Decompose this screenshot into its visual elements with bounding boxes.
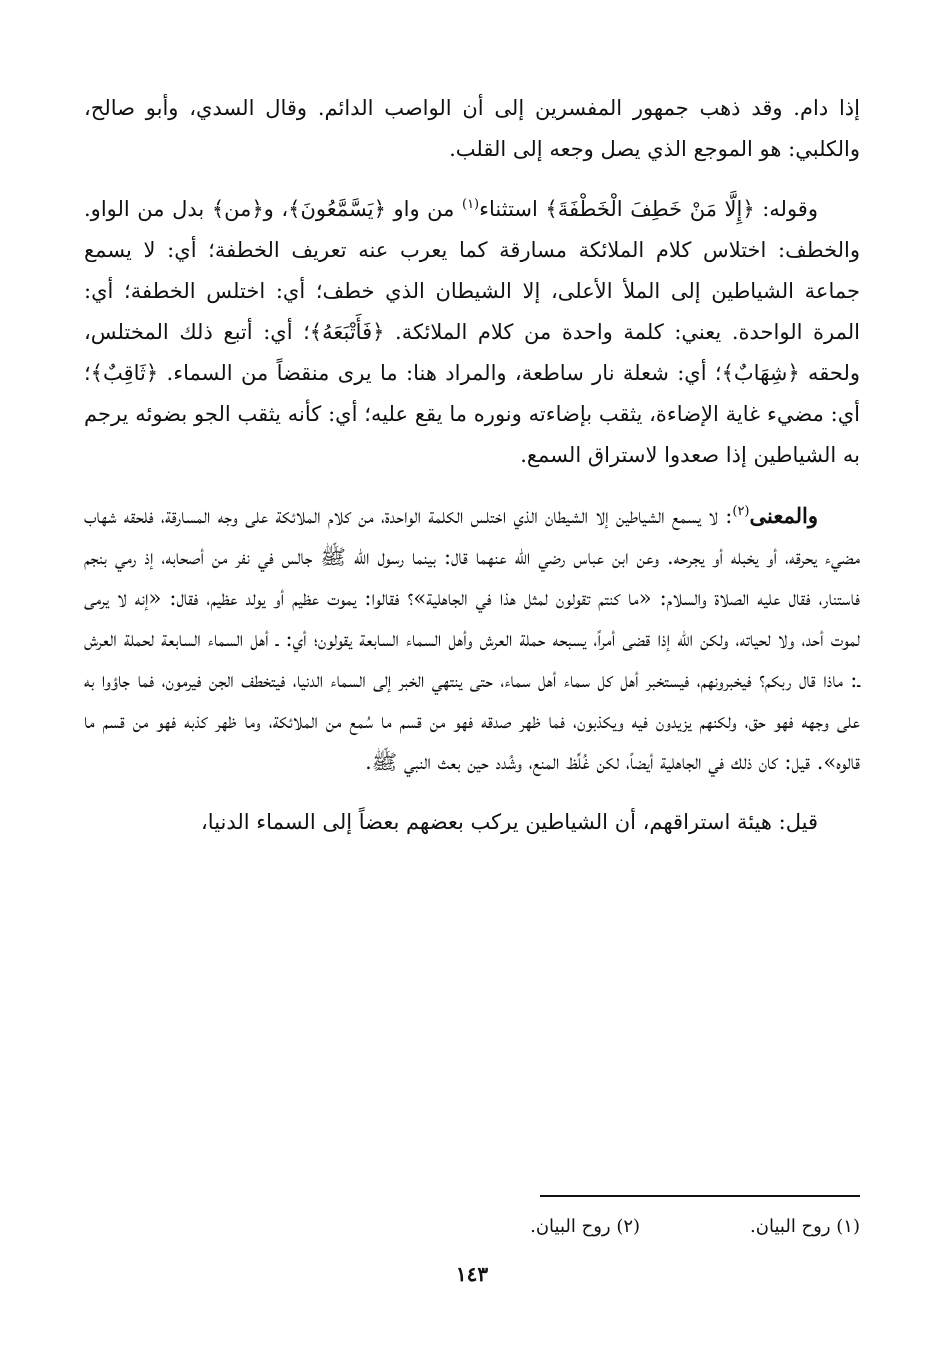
- paragraph-4: [84, 802, 860, 843]
- footnote-marker-2: (٢): [732, 504, 750, 519]
- paragraph-4-text: قيل: هيئة استراقهم، أن الشياطين يركب بعضهم بعضاً إلى السماء الدنيا،: [201, 810, 818, 834]
- footnote-2: (٢) روح البيان.: [530, 1216, 641, 1237]
- paragraph-2-text-start: وقوله: ﴿إِلَّا مَنْ خَطِفَ الْخَطْفَةَ﴾ استثناء: [479, 197, 818, 221]
- paragraph-1-text: إذا دام. وقد ذهب جمهور المفسرين إلى أن الواصب الدائم. وقال السدي، وأبو صالح، والكلبي: هو الموجع الذي يصل وجعه إلى القلب.: [84, 96, 860, 161]
- page-body: [84, 88, 860, 843]
- paragraph-1: [84, 88, 860, 170]
- footnote-marker-1: (١): [461, 197, 480, 212]
- page-number: ١٤٣: [455, 1262, 489, 1286]
- paragraph-2: [84, 189, 860, 476]
- paragraph-3-text: : لا يسمع الشياطين إلا الشيطان الذي اختلس الكلمة الواحدة، من كلام الملائكة على وجه المسارقة، فلحقه شهاب مضيء يحرقه، أو يخبله أو يجرحه. وعن ابن عباس رضي الله عنهما قال: بينما رسول الله ﷺ جالس في نفر من أصحابه، إذ رمي بنجم فاستنار، فقال عليه الصلاة والسلام: «ما كنتم تقولون لمثل هذا في الجاهلية»؟ فقالوا: يموت عظيم أو يولد عظيم، فقال: «إنه لا يرمى لموت أحد، ولا لحياته، ولكن الله إذا قضى أمراً، يسبحه حملة العرش وأهل السماء السابعة يقولون؛ أي: ـ أهل السماء السابعة لحملة العرش ـ: ماذا قال ربكم؟ فيخبرونهم، فيستخبر أهل كل سماء أهل سماء، حتى ينتهي الخبر إلى السماء الدنيا، فيتخطف الجن فيرمون، فما جاؤوا به على وجهه فهو حق، ولكنهم يزيدون فيه ويكذبون، فما ظهر صدقه فهو من قسم ما سُمع من الملائكة، وما ظهر كذبه فهو من قسم ما قالوه». قيل: كان ذلك في الجاهلية أيضاً، لكن غُلِّظ المنع، وشُدد حين بعث النبي ﷺ.: [84, 504, 860, 774]
- paragraph-3-lead-word: والمعنى: [749, 503, 818, 528]
- footnote-1: (١) روح البيان.: [750, 1216, 860, 1237]
- footnote-divider: [540, 1195, 860, 1197]
- paragraph-3: [84, 495, 860, 783]
- paragraph-2-text-rest: من واو ﴿يَسَّمَّعُونَ﴾، و﴿من﴾ بدل من الواو. والخطف: اختلاس كلام الملائكة مسارقة كما يعرب عنه تعريف الخطفة؛ أي: لا يسمع جماعة الشياطين إلى الملأ الأعلى، إلا الشيطان الذي خطف؛ أي: اختلس الخطفة؛ أي: المرة الواحدة. يعني: كلمة واحدة من كلام الملائكة. ﴿فَأَتْبَعَهُ﴾؛ أي: أتبع ذلك المختلس، ولحقه ﴿شِهَابٌ﴾؛ أي: شعلة نار ساطعة، والمراد هنا: ما يرى منقضاً من السماء. ﴿ثَاقِبٌ﴾؛ أي: مضيء غاية الإضاءة، يثقب بإضاءته ونوره ما يقع عليه؛ أي: كأنه يثقب الجو بضوئه يرجم به الشياطين إذا صعدوا لاستراق السمع.: [84, 197, 860, 467]
- footnotes: [220, 1210, 860, 1244]
